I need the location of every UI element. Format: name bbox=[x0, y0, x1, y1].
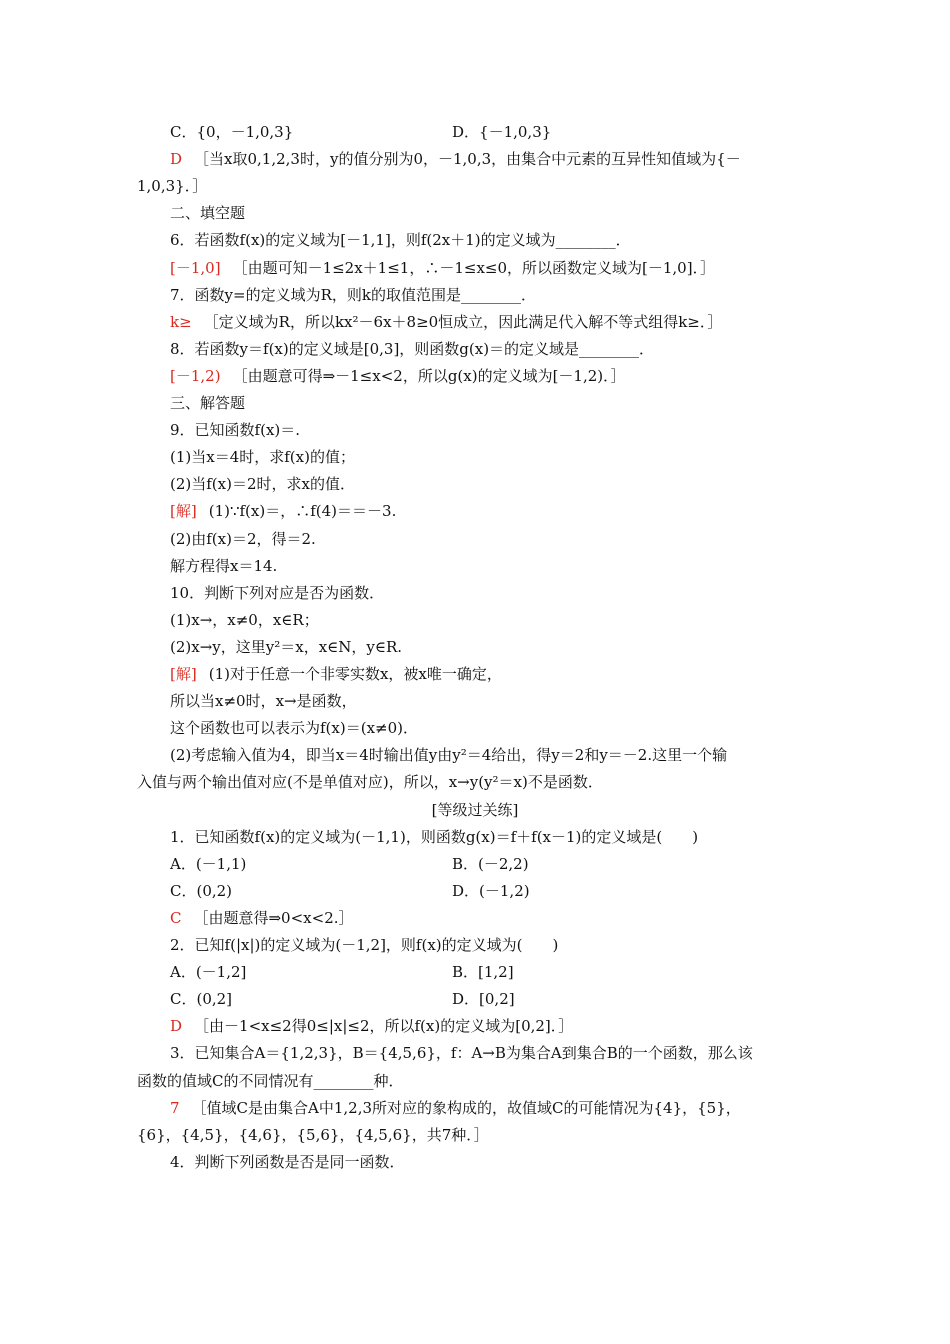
text-line bbox=[0, 988, 950, 1010]
text-line bbox=[0, 311, 950, 333]
text-line bbox=[0, 257, 950, 279]
line-text: 9．已知函数f(x)＝. bbox=[170, 421, 301, 439]
line-text: 8．若函数y＝f(x)的定义域是[0,3]，则函数g(x)＝的定义域是________． bbox=[170, 340, 655, 358]
text-line bbox=[0, 555, 950, 577]
text-line bbox=[0, 284, 950, 306]
answer-tag: [－1,2) bbox=[170, 367, 221, 385]
text-line bbox=[0, 717, 950, 739]
line-text: (2)x→y，这里y²＝x，x∈N，y∈R. bbox=[170, 638, 403, 656]
text-line bbox=[0, 934, 950, 956]
line-text: 6．若函数f(x)的定义域为[－1,1]，则f(2x＋1)的定义域为________． bbox=[170, 231, 631, 249]
line-text: {6}，{4,5}，{4,6}，{5,6}，{4,5,6}，共7种．］ bbox=[137, 1126, 489, 1144]
text-line bbox=[0, 229, 950, 251]
answer-tag: D bbox=[170, 1017, 183, 1035]
text-line bbox=[0, 799, 950, 821]
line-text: 3．已知集合A＝{1,2,3}，B＝{4,5,6}，f：A→B为集合A到集合B的一个函数，那么该 bbox=[170, 1044, 753, 1062]
text-line bbox=[0, 338, 950, 360]
line-text: (1)当x＝4时，求f(x)的值； bbox=[170, 448, 355, 466]
option-left: C．{0，－1,0,3} bbox=[170, 123, 294, 141]
text-line bbox=[0, 202, 950, 224]
line-text: 1．已知函数f(x)的定义域为(－1,1)，则函数g(x)＝f＋f(x－1)的定义域是( ) bbox=[170, 828, 699, 846]
line-text: 这个函数也可以表示为f(x)＝(x≠0)． bbox=[170, 719, 418, 737]
option-left: A．(－1,1) bbox=[170, 855, 247, 873]
text-line bbox=[0, 175, 950, 197]
text-line bbox=[0, 148, 950, 170]
line-text: 10．判断下列对应是否为函数． bbox=[170, 584, 385, 602]
text-line bbox=[0, 1015, 950, 1037]
line-text: 2．已知f(|x|)的定义域为(－1,2]，则f(x)的定义域为( ) bbox=[170, 936, 559, 954]
line-text: (2)考虑输入值为4，即当x＝4时输出值y由y²＝4给出，得y＝2和y＝－2.这里一个输 bbox=[170, 746, 728, 764]
answer-tag: [解] bbox=[170, 502, 197, 520]
text-line bbox=[0, 1151, 950, 1173]
option-left: C．(0,2) bbox=[170, 882, 233, 900]
answer-tag: k≥ bbox=[170, 313, 192, 331]
option-right: B．[1,2] bbox=[452, 963, 514, 981]
text-line bbox=[0, 365, 950, 387]
text-line bbox=[0, 392, 950, 414]
line-text: 4．判断下列函数是否是同一函数． bbox=[170, 1153, 405, 1171]
line-text: 函数的值域C的不同情况有________种． bbox=[137, 1072, 404, 1090]
option-left: C．(0,2] bbox=[170, 990, 233, 1008]
answer-tag: C bbox=[170, 909, 182, 927]
option-right: D．{－1,0,3} bbox=[452, 123, 552, 141]
line-text: ［值域C是由集合A中1,2,3所对应的象构成的，故值域C的可能情况为{4}，{5}， bbox=[191, 1099, 741, 1117]
text-line bbox=[0, 419, 950, 441]
text-line bbox=[0, 609, 950, 631]
text-line bbox=[0, 473, 950, 495]
line-text: (1)∵f(x)＝，∴f(4)＝＝－3. bbox=[208, 502, 397, 520]
line-text: ［定义域为R，所以kx²－6x＋8≥0恒成立，因此满足代入解不等式组得k≥．］ bbox=[203, 313, 723, 331]
text-line bbox=[0, 744, 950, 766]
section-heading: [等级过关练] bbox=[431, 801, 519, 819]
line-text: (2)由f(x)＝2，得＝2. bbox=[170, 530, 316, 548]
option-right: D．(－1,2) bbox=[452, 882, 530, 900]
text-line bbox=[0, 826, 950, 848]
line-text: 7．函数y=的定义域为R，则k的取值范围是________． bbox=[170, 286, 536, 304]
line-text: (1)x→，x≠0，x∈R； bbox=[170, 611, 319, 629]
line-text: ［由－1<x≤2得0≤|x|≤2，所以f(x)的定义域为[0,2]．］ bbox=[194, 1017, 574, 1035]
text-line bbox=[0, 121, 950, 143]
answer-tag: [解] bbox=[170, 665, 197, 683]
text-line bbox=[0, 853, 950, 875]
text-line bbox=[0, 663, 950, 685]
text-line bbox=[0, 1042, 950, 1064]
text-line bbox=[0, 880, 950, 902]
line-text: 1,0,3}．］ bbox=[137, 177, 208, 195]
text-line bbox=[0, 636, 950, 658]
text-line bbox=[0, 446, 950, 468]
text-line bbox=[0, 528, 950, 550]
line-text: 入值与两个输出值对应(不是单值对应)，所以，x→y(y²＝x)不是函数． bbox=[137, 773, 603, 791]
answer-tag: D bbox=[170, 150, 183, 168]
text-line bbox=[0, 1124, 950, 1146]
text-line bbox=[0, 961, 950, 983]
option-right: B．(－2,2) bbox=[452, 855, 529, 873]
line-text: 三、解答题 bbox=[170, 394, 246, 412]
line-text: ［当x取0,1,2,3时，y的值分别为0，－1,0,3，由集合中元素的互异性知值域为{－ bbox=[194, 150, 741, 168]
line-text: ［由题可知－1≤2x＋1≤1，∴－1≤x≤0，所以函数定义域为[－1,0]．］ bbox=[232, 259, 716, 277]
text-line bbox=[0, 690, 950, 712]
line-text: ［由题意得⇒0<x<2.］ bbox=[193, 909, 354, 927]
text-line bbox=[0, 771, 950, 793]
text-line bbox=[0, 907, 950, 929]
option-right: D．[0,2] bbox=[452, 990, 515, 1008]
line-text: 解方程得x＝14. bbox=[170, 557, 278, 575]
answer-tag: [－1,0] bbox=[170, 259, 221, 277]
option-left: A．(－1,2] bbox=[170, 963, 247, 981]
line-text: (1)对于任意一个非零实数x，被x唯一确定， bbox=[208, 665, 502, 683]
text-line bbox=[0, 1097, 950, 1119]
answer-tag: 7 bbox=[170, 1099, 180, 1117]
line-text: (2)当f(x)＝2时，求x的值． bbox=[170, 475, 355, 493]
line-text: 所以当x≠0时，x→是函数， bbox=[170, 692, 357, 710]
text-line bbox=[0, 1070, 950, 1092]
line-text: 二、填空题 bbox=[170, 204, 246, 222]
text-line bbox=[0, 500, 950, 522]
text-line bbox=[0, 582, 950, 604]
line-text: ［由题意可得⇒－1≤x<2，所以g(x)的定义域为[－1,2)．］ bbox=[232, 367, 626, 385]
